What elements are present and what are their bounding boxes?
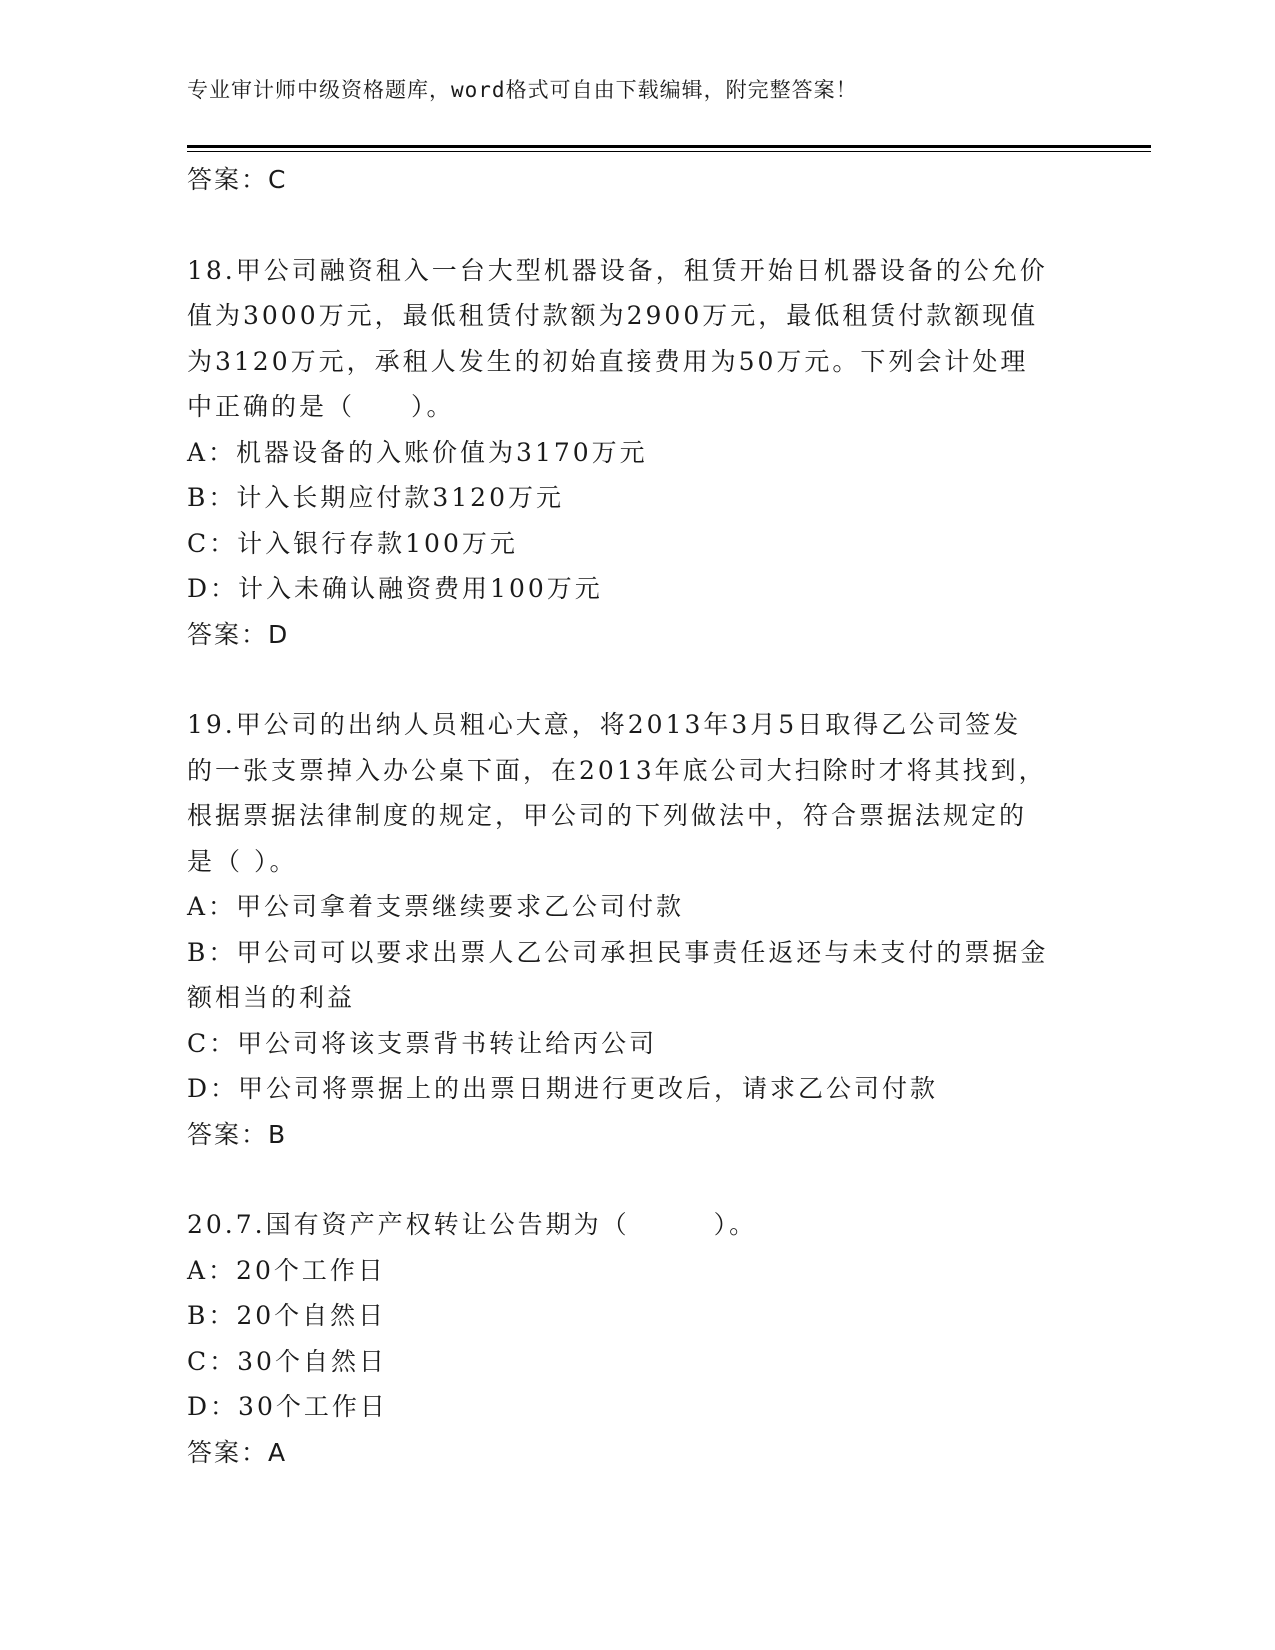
stem-line: 18.甲公司融资租入一台大型机器设备，租赁开始日机器设备的公允价 [187,255,1048,285]
stem-line: 值为3000万元，最低租赁付款额为2900万元，最低租赁付款额现值 [187,301,1039,330]
stem-line: 为3120万元，承租人发生的初始直接费用为50万元。下列会计处理 [187,346,1029,376]
option-b: B：甲公司可以要求出票人乙公司承担民事责任返还与未支付的票据金 [187,937,1049,967]
stem-line: 20.7.国有资产产权转让公告期为（ ）。 [187,1210,758,1239]
option-a: A：20个工作日 [187,1255,386,1285]
question-18 [187,248,1067,658]
header-rule-thick [187,145,1151,148]
answer-line: 答案：C [187,165,288,194]
question-list [187,157,1067,1475]
answer-line: 答案：B [187,1119,288,1149]
option-d: D：甲公司将票据上的出票日期进行更改后，请求乙公司付款 [187,1074,939,1103]
stem-line: 中正确的是（ ）。 [187,392,455,421]
question-stem [187,702,1067,884]
stem-line: 19.甲公司的出纳人员粗心大意，将2013年3月5日取得乙公司签发 [187,710,1022,739]
option-a: A：甲公司拿着支票继续要求乙公司付款 [187,892,685,921]
option-b-continued: 额相当的利益 [187,983,356,1012]
question-20 [187,1202,1067,1475]
page-header: 专业审计师中级资格题库，word格式可自由下载编辑，附完整答案！ [187,78,858,102]
stem-line: 根据票据法律制度的规定，甲公司的下列做法中，符合票据法规定的 [187,801,1028,830]
answer-line: 答案：A [187,1437,288,1467]
question-19 [187,702,1067,1157]
option-c: C：甲公司将该支票背书转让给丙公司 [187,1028,658,1058]
option-b: B：计入长期应付款3120万元 [187,483,564,512]
option-c: C：30个自然日 [187,1346,387,1376]
question-stem [187,248,1067,430]
option-a: A：机器设备的入账价值为3170万元 [187,437,648,467]
option-d: D：计入未确认融资费用100万元 [187,574,603,603]
option-c: C：计入银行存款100万元 [187,528,518,558]
header-rule-thin [187,151,1151,152]
stem-line: 是（ ）。 [187,846,298,876]
answer-line: 答案：D [187,619,290,649]
question-stem [187,1202,1067,1248]
option-b: B：20个自然日 [187,1301,387,1330]
option-d: D：30个工作日 [187,1392,388,1421]
stem-line: 的一张支票掉入办公桌下面，在2013年底公司大扫除时才将其找到， [187,755,1047,785]
